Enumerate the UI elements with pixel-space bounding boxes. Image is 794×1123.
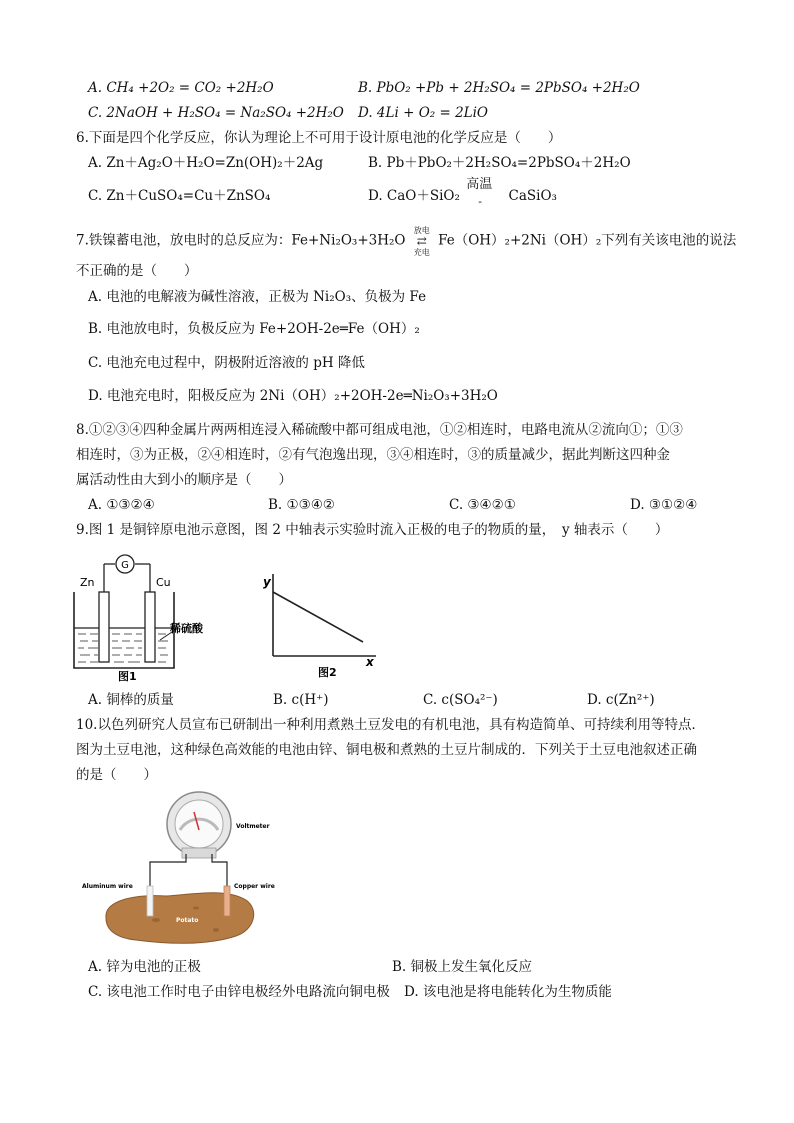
- copper-electrode: [145, 592, 155, 662]
- q6-stem: 6.下面是四个化学反应，你认为理论上不可用于设计原电池的化学反应是（ ）: [76, 130, 562, 146]
- q5-option-b: B. PbO₂ +Pb + 2H₂SO₄ = 2PbSO₄ +2H₂O: [358, 80, 640, 96]
- q7-option-b: B. 电池放电时，负极反应为 Fe+2OH-2e═Fe（OH）₂: [88, 321, 420, 337]
- q6-option-d-right: CaSiO₃: [508, 188, 557, 204]
- fig2-line: [273, 592, 363, 642]
- q10-option-c: C. 该电池工作时电子由锌电极经外电路流向铜电极: [88, 984, 390, 1000]
- fig1-zn-label: Zn: [80, 576, 95, 589]
- fig1-acid-label: 稀硫酸: [170, 622, 203, 635]
- q6-option-d: [368, 177, 557, 208]
- q5-option-d: D. 4Li + O₂ = 2LiO: [358, 105, 489, 121]
- voltmeter-label: Voltmeter: [236, 823, 270, 830]
- q10-stem-line1: 10.以色列研究人员宣布已研制出一种利用煮熟土豆发电的有机电池，具有构造简单、可持续利用等特点．: [76, 717, 705, 733]
- figure-1-galvanic-cell: [68, 548, 248, 683]
- fig1-caption: 图1: [118, 670, 137, 683]
- q8-stem-line2: 相连时，③为正极，②④相连时，②有气泡逸出现，③④相连时，③的质量减少，据此判断这四种金: [76, 447, 670, 463]
- q7-reactants: 7.铁镍蓄电池，放电时的总反应为：Fe+Ni₂O₃+3H₂O: [76, 232, 406, 249]
- fig1-g-label: G: [121, 560, 129, 571]
- q10-option-a: A. 锌为电池的正极: [88, 959, 201, 975]
- q9-option-d: D. c(Zn²⁺): [587, 692, 655, 708]
- q7-arrow-top: 放电: [413, 226, 430, 235]
- reversible-arrow-icon: ⇄: [416, 234, 427, 248]
- q7-option-c: C. 电池充电过程中，阴极附近溶液的 pH 降低: [88, 355, 365, 371]
- q6-option-c: C. Zn＋CuSO₄=Cu＋ZnSO₄: [88, 188, 271, 204]
- q6-option-d-left: D. CaO＋SiO₂: [368, 188, 460, 204]
- zinc-electrode: [99, 592, 109, 662]
- q6-option-b: B. Pb＋PbO₂＋2H₂SO₄=2PbSO₄＋2H₂O: [368, 155, 631, 171]
- beaker: [74, 592, 174, 668]
- q9-stem: 9.图 1 是铜锌原电池示意图，图 2 中轴表示实验时流入正极的电子的物质的量， y 轴表示（ ）: [76, 522, 669, 538]
- q8-option-c: C. ③④②①: [449, 497, 516, 513]
- q9-option-b: B. c(H⁺): [273, 692, 329, 708]
- q7-option-a: A. 电池的电解液为碱性溶液，正极为 Ni₂O₃、负极为 Fe: [88, 289, 427, 305]
- figure-2-graph: [260, 568, 390, 680]
- q5-option-a: A. CH₄ +2O₂ = CO₂ +2H₂O: [88, 80, 274, 96]
- q7-stem-line2: 不正确的是（ ）: [76, 263, 198, 279]
- q8-stem-line3: 属活动性由大到小的顺序是（ ）: [76, 472, 292, 488]
- potato-label: Potato: [176, 917, 199, 924]
- q10-option-b: B. 铜极上发生氧化反应: [392, 959, 533, 975]
- q8-option-b: B. ①③④②: [268, 497, 335, 513]
- q8-stem-line1: 8.①②③④四种金属片两两相连浸入稀硫酸中都可组成电池，①②相连时，电路电流从②流向①；①③: [76, 422, 683, 438]
- q7-reversible-arrow: [410, 226, 434, 257]
- aluminum-label: Aluminum wire: [82, 883, 133, 890]
- q8-option-a: A. ①③②④: [88, 497, 155, 513]
- q9-option-a: A. 铜棒的质量: [88, 692, 174, 708]
- fig2-x-label: x: [366, 655, 374, 669]
- q6-option-a: A. Zn＋Ag₂O＋H₂O=Zn(OH)₂＋2Ag: [88, 155, 324, 171]
- fig2-y-label: y: [263, 575, 271, 589]
- q7-products: Fe（OH）₂+2Ni（OH）₂下列有关该电池的说法: [438, 232, 737, 249]
- q7-stem-line1: [76, 226, 737, 257]
- q8-option-d: D. ③①②④: [630, 497, 698, 513]
- q6-condition-dash: -: [478, 195, 482, 208]
- q6-condition: 高温: [466, 177, 493, 192]
- q9-option-c: C. c(SO₄²⁻): [423, 692, 498, 708]
- q10-stem-line2: 图为土豆电池，这种绿色高效能的电池由锌、铜电极和煮熟的土豆片制成的．下列关于土豆电池叙述正确: [76, 742, 697, 758]
- q10-option-d: D. 该电池是将电能转化为生物质能: [404, 984, 612, 1000]
- figure-potato-battery: [76, 790, 306, 950]
- copper-electrode-potato: [224, 886, 230, 916]
- fig2-caption: 图2: [318, 666, 337, 679]
- q6-condition-group: [464, 177, 504, 208]
- q7-arrow-bottom: 充电: [413, 248, 430, 257]
- copper-label: Copper wire: [234, 883, 275, 890]
- aluminum-electrode: [147, 886, 153, 916]
- q10-stem-line3: 的是（ ）: [76, 767, 157, 783]
- q7-option-d: D. 电池充电时，阳极反应为 2Ni（OH）₂+2OH-2e═Ni₂O₃+3H₂O: [88, 388, 498, 404]
- q5-option-c: C. 2NaOH + H₂SO₄ = Na₂SO₄ +2H₂O: [88, 105, 344, 121]
- fig1-cu-label: Cu: [156, 576, 171, 589]
